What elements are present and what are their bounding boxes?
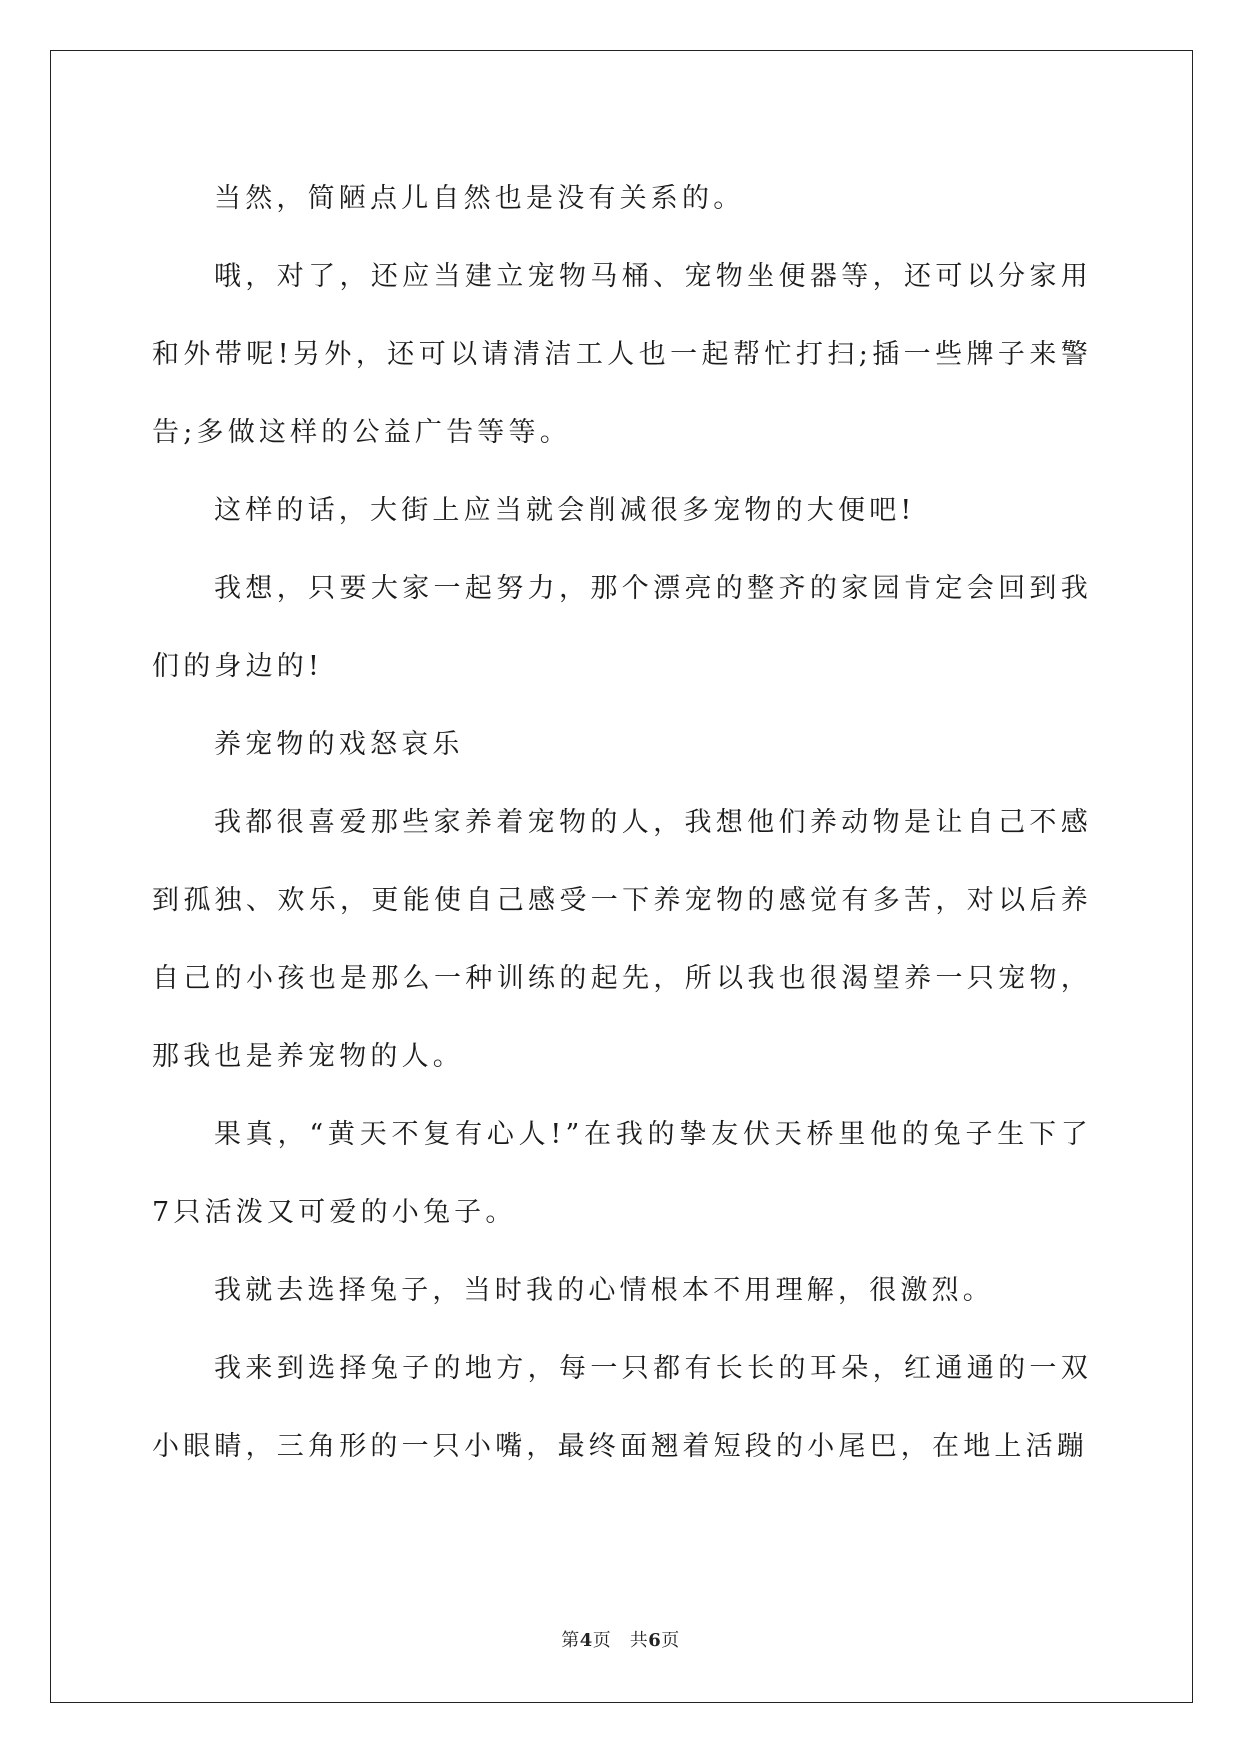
paragraph-3: 这样的话，大街上应当就会削减很多宠物的大便吧! [214,495,916,526]
paragraph-6: 我都很喜爱那些家养着宠物的人，我想他们养动物是让自己不感到孤独、欢乐，更能使自己感受一下养宠物的感觉有多苦，对以后养自己的小孩也是那么一种训练的起先，所以我也很渴望养一只宠物，那我也是养宠物的人。 [152,807,1092,1072]
section-heading: 养宠物的戏怒哀乐 [214,729,464,760]
page-current: 4 [579,1630,593,1651]
page-mid: 页 共 [592,1630,649,1651]
paragraph-9: 我来到选择兔子的地方，每一只都有长长的耳朵，红通通的一双小眼睛，三角形的一只小嘴，最终面翘着短段的小尾巴，在地上活蹦 [152,1353,1092,1462]
paragraph-1: 当然，简陋点儿自然也是没有关系的。 [214,183,745,214]
document-body [152,160,1092,1486]
paragraph-7: 果真，“黄天不复有心人!”在我的挚友伏天桥里他的兔子生下了7只活泼又可爱的小兔子。 [152,1119,1092,1228]
page-prefix: 第 [561,1630,580,1651]
paragraph-4: 我想，只要大家一起努力，那个漂亮的整齐的家园肯定会回到我们的身边的! [152,573,1092,682]
paragraph-2: 哦，对了，还应当建立宠物马桶、宠物坐便器等，还可以分家用和外带呢!另外，还可以请清洁工人也一起帮忙打扫;插一些牌子来警告;多做这样的公益广告等等。 [152,261,1092,448]
paragraph-8: 我就去选择兔子，当时我的心情根本不用理解，很激烈。 [214,1275,994,1306]
page-total: 6 [648,1630,662,1651]
page-suffix: 页 [661,1630,680,1651]
page-footer [0,1626,1241,1652]
